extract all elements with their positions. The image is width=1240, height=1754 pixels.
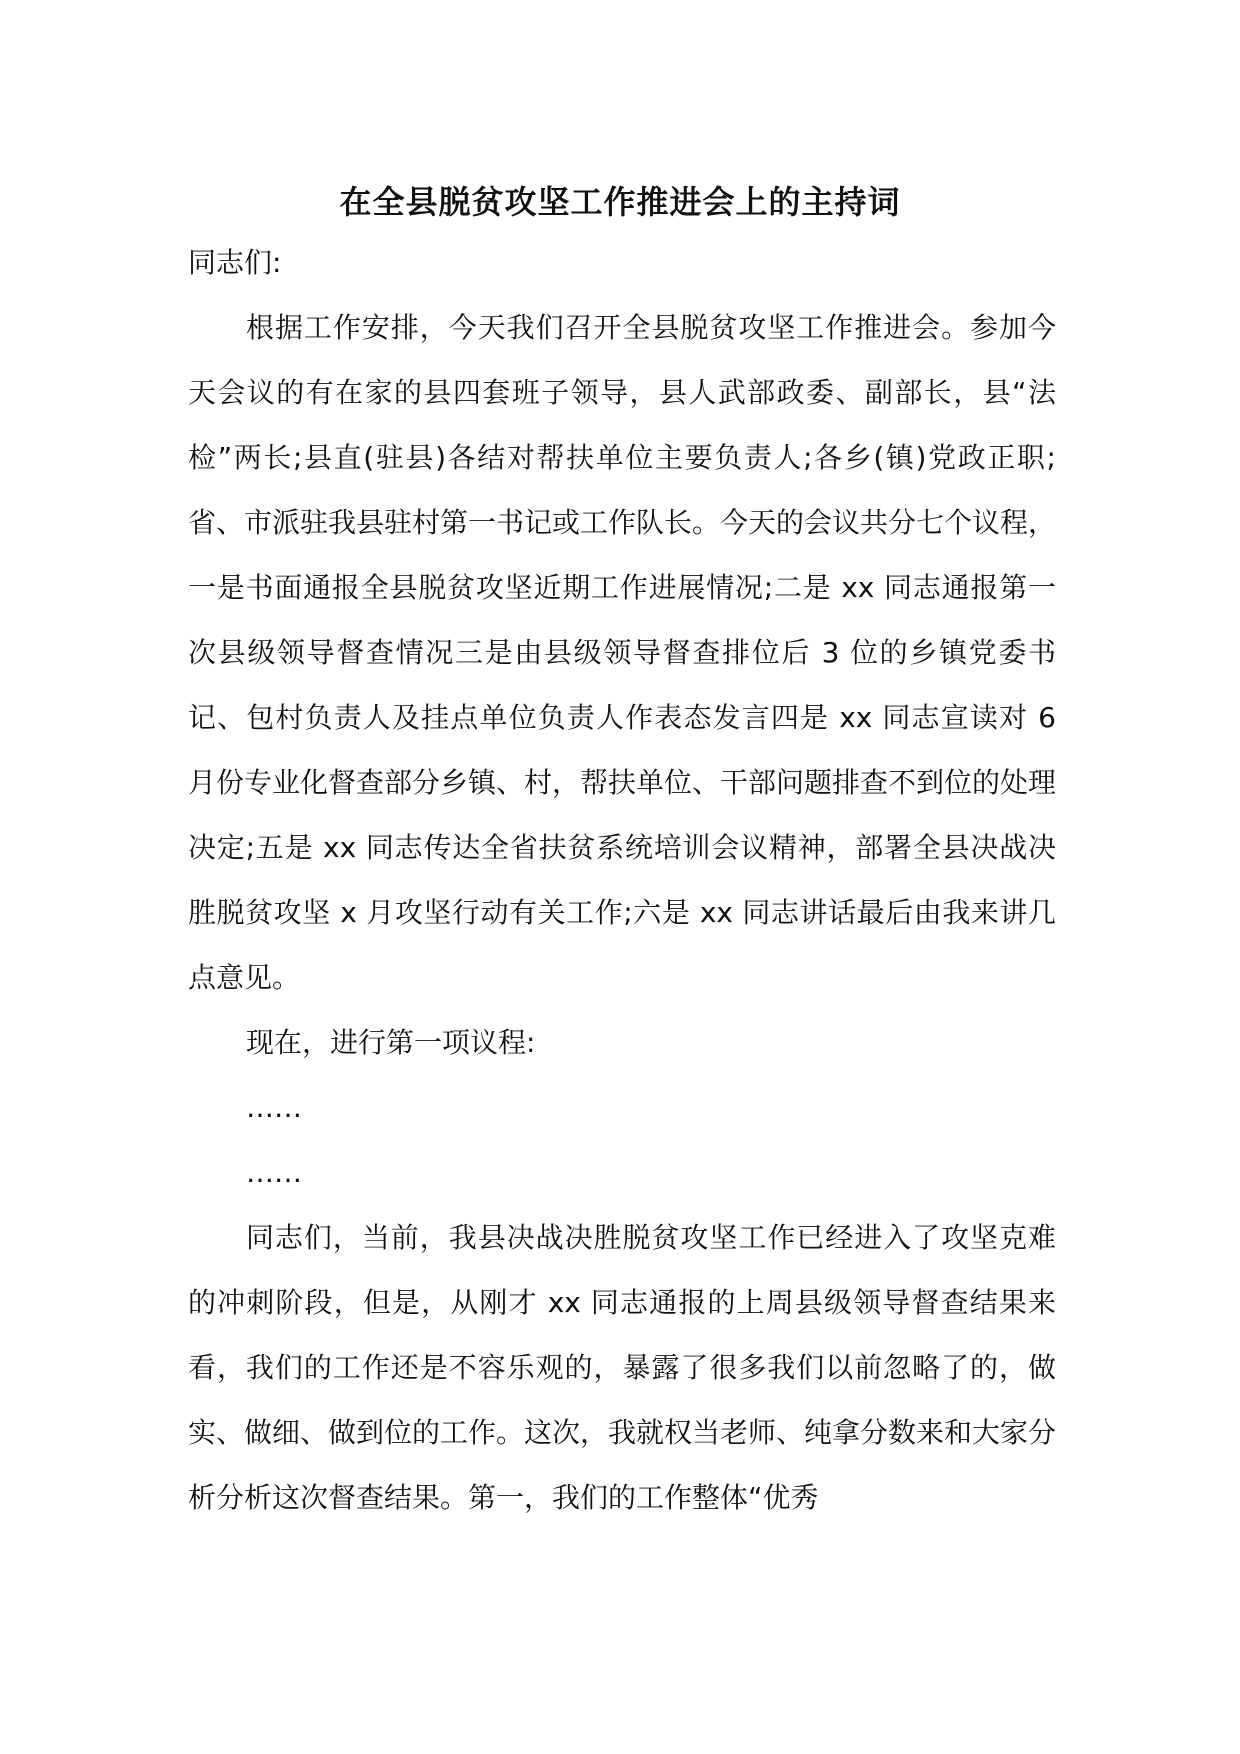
document-title: 在全县脱贫攻坚工作推进会上的主持词 <box>339 183 901 221</box>
paragraph-ellipsis: …… <box>246 1156 302 1189</box>
document-body <box>188 230 1056 1530</box>
paragraph-closing-remarks: 同志们，当前，我县决战决胜脱贫攻坚工作已经进入了攻坚克难的冲刺阶段，但是，从刚才 xx 同志通报的上周县级领导督查结果来看，我们的工作还是不容乐观的，暴露了很多我们以前忽略了的，做实、做细、做到位的工作。这次，我就权当老师、纯拿分数来和大家分析分析这次督查结果。第一，我们的工作整体“优秀 <box>188 1221 1057 1514</box>
paragraph-first-item: 现在，进行第一项议程: <box>246 1026 536 1059</box>
paragraph-meeting-agenda: 根据工作安排，今天我们召开全县脱贫攻坚工作推进会。参加今天会议的有在家的县四套班子领导，县人武部政委、副部长，县“法检”两长;县直(驻县)各结对帮扶单位主要负责人;各乡(镇)党政正职;省、市派驻我县驻村第一书记或工作队长。今天的会议共分七个议程，一是书面通报全县脱贫攻坚近期工作进展情况;二是 xx 同志通报第一次县级领导督查情况三是由县级领导督查排位后 3 位的乡镇党委书记、包村负责人及挂点单位负责人作表态发言四是 xx 同志宣读对 6 月份专业化督查部分乡镇、村，帮扶单位、干部问题排查不到位的处理决定;五是 xx 同志传达全省扶贫系统培训会议精神，部署全县决战决胜脱贫攻坚 x 月攻坚行动有关工作;六是 xx 同志讲话最后由我来讲几点意见。 <box>188 311 1057 994</box>
paragraph-ellipsis: …… <box>246 1091 302 1124</box>
salutation: 同志们: <box>188 246 282 279</box>
